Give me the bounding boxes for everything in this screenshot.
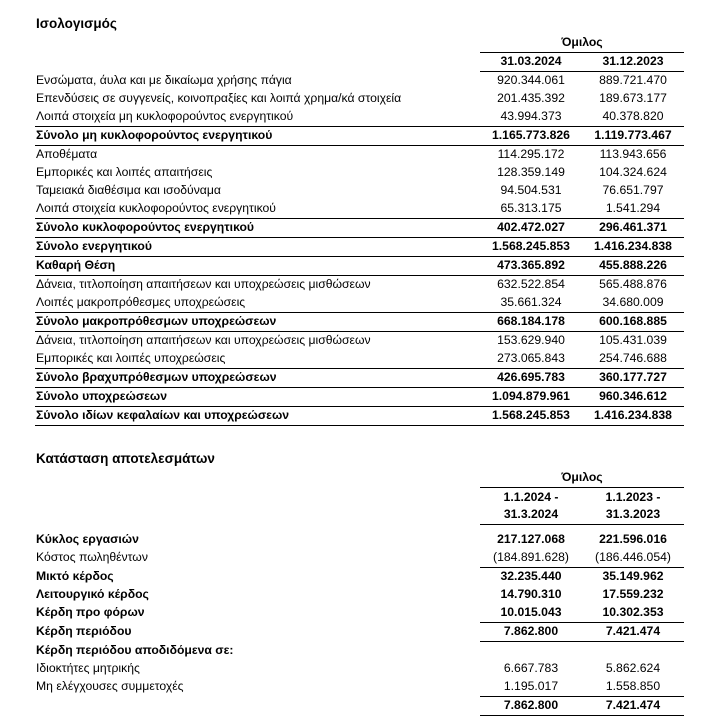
row-value: 153.629.940: [497, 333, 565, 347]
row-label: Δάνεια, τιτλοποίηση απαιτήσεων και υποχρεώσεις μισθώσεων: [36, 277, 371, 291]
row-value: 14.790.310: [500, 587, 562, 601]
row-value: [480, 641, 582, 660]
row-value: 105.431.039: [599, 333, 667, 347]
row-value: 1.195.017: [480, 678, 582, 697]
table-row: [35, 90, 684, 108]
row-value: 35.149.962: [602, 569, 664, 583]
row-value: 201.435.392: [497, 91, 565, 105]
row-value: 65.313.175: [500, 201, 562, 215]
income-statement-title: Κατάσταση αποτελεσμάτων: [36, 451, 215, 466]
row-label: Καθαρή Θέση: [35, 256, 480, 275]
row-value: 920.344.061: [497, 73, 565, 87]
row-value: 43.994.373: [500, 109, 562, 123]
row-label: Εμπορικές και λοιπές απαιτήσεις: [36, 165, 213, 179]
row-label: Κέρδη προ φόρων: [36, 605, 145, 620]
income-statement-col-header: 31.3.2023: [582, 506, 684, 525]
table-row: [35, 331, 684, 350]
row-label: Ιδιοκτήτες μητρικής: [36, 661, 140, 675]
row-value: 76.651.797: [602, 183, 664, 197]
table-row: [35, 350, 684, 369]
row-label: Σύνολο ιδίων κεφαλαίων και υποχρεώσεων: [35, 406, 480, 425]
row-label: Επενδύσεις σε συγγενείς, κοινοπραξίες και λοιπά χρημα/κά στοιχεία: [36, 91, 402, 105]
row-label: Σύνολο ενεργητικού: [35, 237, 480, 256]
row-label: Κέρδη περιόδου αποδιδόμενα σε:: [36, 642, 234, 657]
table-row: [35, 678, 684, 697]
row-value: 35.661.324: [500, 295, 562, 309]
balance-sheet-group-header: Όμιλος: [480, 34, 684, 52]
total-row: [35, 256, 684, 275]
balance-sheet-col-header: 31.03.2024: [480, 52, 582, 71]
row-label: Αποθέματα: [36, 147, 98, 161]
row-value: 94.504.531: [500, 183, 562, 197]
table-row: [35, 549, 684, 568]
total-row: [35, 387, 684, 406]
row-label: Μη ελέγχουσες συμμετοχές: [36, 679, 184, 694]
row-value: 7.421.474: [582, 696, 684, 715]
row-label: Σύνολο κυκλοφορούντος ενεργητικού: [35, 218, 480, 237]
total-row: [35, 126, 684, 145]
row-value: 7.421.474: [582, 622, 684, 641]
row-value: 1.416.234.838: [582, 406, 684, 425]
row-value: (186.446.054): [582, 549, 684, 568]
row-value: 565.488.876: [599, 277, 667, 291]
row-value: 1.568.245.853: [480, 406, 582, 425]
row-value: 273.065.843: [497, 351, 565, 365]
row-label: Εμπορικές και λοιπές υποχρεώσεις: [36, 351, 226, 365]
row-value: 114.295.172: [497, 147, 565, 161]
table-row: [35, 182, 684, 200]
row-label: Μικτό κέρδος: [36, 568, 114, 583]
row-value: 1.416.234.838: [582, 237, 684, 256]
row-value: 40.378.820: [602, 109, 664, 123]
table-row: [35, 531, 684, 549]
row-value: 632.522.854: [497, 277, 565, 291]
row-value: 113.943.656: [599, 147, 667, 161]
row-value: 7.862.800: [480, 622, 582, 641]
row-value: 189.673.177: [599, 91, 667, 105]
row-label: [35, 696, 480, 715]
row-value: 217.127.068: [497, 532, 565, 546]
row-value: 5.862.624: [605, 661, 661, 675]
row-value: 128.359.149: [497, 165, 565, 179]
balance-sheet-table: [35, 34, 684, 426]
row-label: Λοιπά στοιχεία μη κυκλοφορούντος ενεργητικού: [36, 109, 294, 123]
row-value: 221.596.016: [599, 532, 667, 546]
row-value: 455.888.226: [582, 256, 684, 275]
income-statement-col-header: 1.1.2024 -: [503, 489, 559, 504]
row-value: 1.558.850: [582, 678, 684, 697]
income-statement-table: [35, 469, 684, 716]
row-label: Κέρδη περιόδου: [36, 624, 132, 638]
row-value: 402.472.027: [480, 218, 582, 237]
balance-sheet-col-header: 31.12.2023: [582, 52, 684, 71]
income-statement-col-header: 1.1.2023 -: [605, 489, 661, 504]
row-label: Σύνολο υποχρεώσεων: [35, 387, 480, 406]
row-value: 1.165.773.826: [480, 126, 582, 145]
row-value: 960.346.612: [582, 387, 684, 406]
row-value: 7.862.800: [480, 696, 582, 715]
row-label: Ενσώματα, άυλα και με δικαίωμα χρήσης πάγια: [36, 72, 292, 87]
row-value: 473.365.892: [480, 256, 582, 275]
table-row: [35, 622, 684, 641]
total-row: [35, 368, 684, 387]
table-row: [35, 604, 684, 623]
row-value: 104.324.624: [599, 165, 667, 179]
row-value: 10.015.043: [480, 604, 582, 623]
row-label: Ταμειακά διαθέσιμα και ισοδύναμα: [36, 183, 221, 197]
row-value: 296.461.371: [582, 218, 684, 237]
row-label: Σύνολο βραχυπρόθεσμων υποχρεώσεων: [35, 368, 480, 387]
total-row: [35, 237, 684, 256]
table-row: [35, 108, 684, 127]
total-row: [35, 312, 684, 331]
table-row: [35, 660, 684, 678]
income-statement-col-header: 31.3.2024: [480, 506, 582, 525]
row-label: Λοιπά στοιχεία κυκλοφορούντος ενεργητικού: [36, 201, 276, 215]
row-label: Κόστος πωληθέντων: [36, 550, 148, 565]
row-value: 34.680.009: [602, 295, 664, 309]
row-value: 1.094.879.961: [480, 387, 582, 406]
row-value: 600.168.885: [582, 312, 684, 331]
table-row: [35, 145, 684, 164]
row-label: Λειτουργικό κέρδος: [36, 587, 149, 601]
table-row: [35, 567, 684, 586]
row-label: Σύνολο μη κυκλοφορούντος ενεργητικού: [35, 126, 480, 145]
row-value: 426.695.783: [480, 368, 582, 387]
balance-sheet-title: Ισολογισμός: [36, 16, 117, 31]
total-row: [35, 218, 684, 237]
table-row: [35, 294, 684, 313]
row-value: 6.667.783: [503, 661, 559, 675]
income-statement-group-header: Όμιλος: [480, 469, 684, 487]
table-row: [35, 200, 684, 219]
row-label: Κύκλος εργασιών: [36, 532, 139, 546]
total-row: [35, 406, 684, 425]
row-value: 1.568.245.853: [480, 237, 582, 256]
row-value: 1.119.773.467: [582, 126, 684, 145]
total-row: [35, 696, 684, 715]
row-value: 360.177.727: [582, 368, 684, 387]
table-row: [35, 641, 684, 660]
row-value: 17.559.232: [602, 587, 664, 601]
row-value: 889.721.470: [599, 73, 667, 87]
row-value: 32.235.440: [500, 569, 562, 583]
row-value: 10.302.353: [582, 604, 684, 623]
row-value: 254.746.688: [599, 351, 667, 365]
row-value: 668.184.178: [480, 312, 582, 331]
row-label: Λοιπές μακροπρόθεσμες υποχρεώσεις: [36, 295, 246, 309]
row-value: 1.541.294: [605, 201, 661, 215]
table-row: [35, 275, 684, 294]
table-row: [35, 586, 684, 604]
table-row: [35, 71, 684, 90]
row-label: Σύνολο μακροπρόθεσμων υποχρεώσεων: [35, 312, 480, 331]
table-row: [35, 164, 684, 182]
row-label: Δάνεια, τιτλοποίηση απαιτήσεων και υποχρεώσεις μισθώσεων: [36, 333, 371, 347]
row-value: [582, 641, 684, 660]
row-value: (184.891.628): [480, 549, 582, 568]
